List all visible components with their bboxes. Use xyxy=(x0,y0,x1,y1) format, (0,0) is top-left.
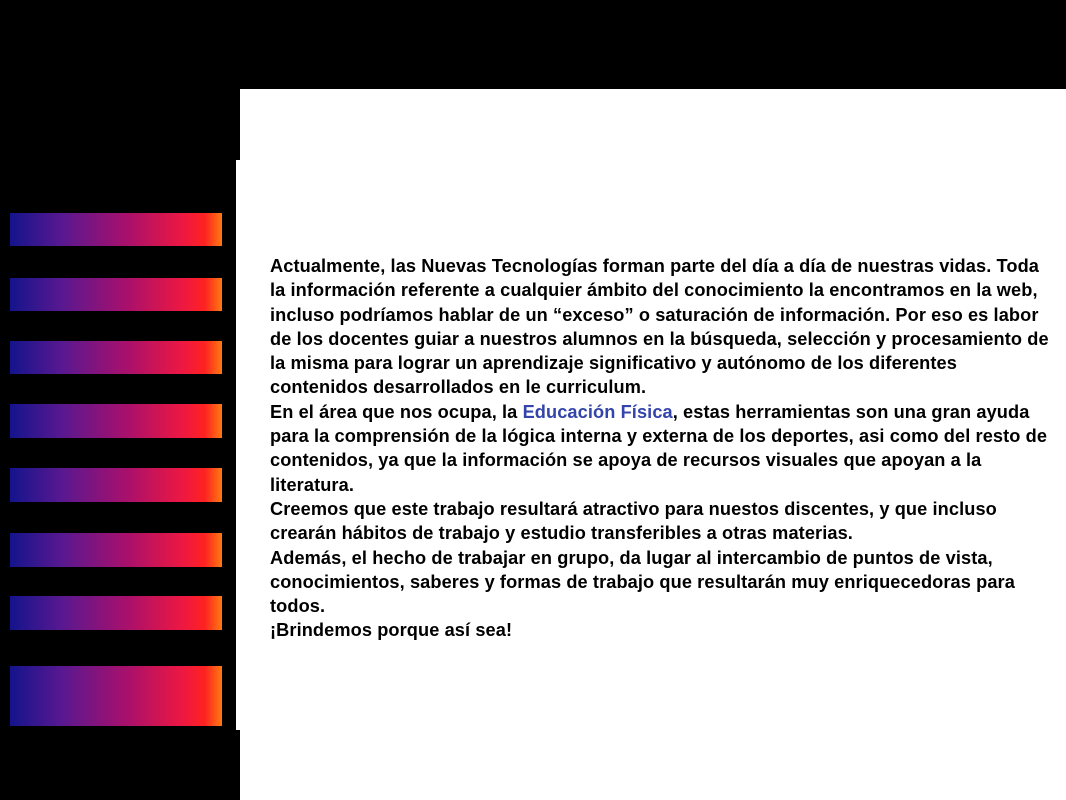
paragraph-attractive: Creemos que este trabajo resultará atractivo para nuestos discentes, y que incluso crearán hábitos de trabajo y estudio transferibles a otras materias. xyxy=(270,498,997,544)
gradient-bar xyxy=(10,278,222,311)
gradient-bar xyxy=(10,404,222,438)
paragraph-intro: Actualmente, las Nuevas Tecnologías forman parte del día a día de nuestras vidas. Toda la información referente a cualquier ámbito del conocimiento la encontramos en la web, incluso podríamos hablar de un “exceso” o saturación de información. Por eso es labor de los docentes guiar a nuestros alumnos en la búsqueda, selección y procesamiento de la misma para lograr un aprendizaje significativo y autónomo de los diferentes contenidos desarrollados en le curriculum. xyxy=(270,256,1049,398)
gradient-bar xyxy=(10,666,222,726)
gradient-bar xyxy=(10,341,222,374)
panel-edge xyxy=(236,160,242,730)
gradient-bar xyxy=(10,213,222,246)
paragraph-text: En el área que nos ocupa, la xyxy=(270,401,523,422)
paragraph-closing: ¡Brindemos porque así sea! xyxy=(270,620,513,641)
gradient-bar xyxy=(10,533,222,567)
paragraph-physical-education xyxy=(270,400,1050,497)
paragraph-group-work: Además, el hecho de trabajar en grupo, da lugar al intercambio de puntos de vista, conocimientos, saberes y formas de trabajo que resultarán muy enriquecedoras para todos. xyxy=(270,547,1015,617)
decorative-bars xyxy=(10,0,222,800)
educacion-fisica-link[interactable]: Educación Física xyxy=(522,401,673,422)
gradient-bar xyxy=(10,468,222,502)
gradient-bar xyxy=(10,596,222,630)
body-text xyxy=(270,254,1050,643)
paragraph-text: , estas herramientas son una gran ayuda para la comprensión de la lógica interna y externa de los deportes, asi como del resto de contenidos, ya que la información se apoya de recursos visuales que apoyan a la literatura. xyxy=(270,401,1048,495)
